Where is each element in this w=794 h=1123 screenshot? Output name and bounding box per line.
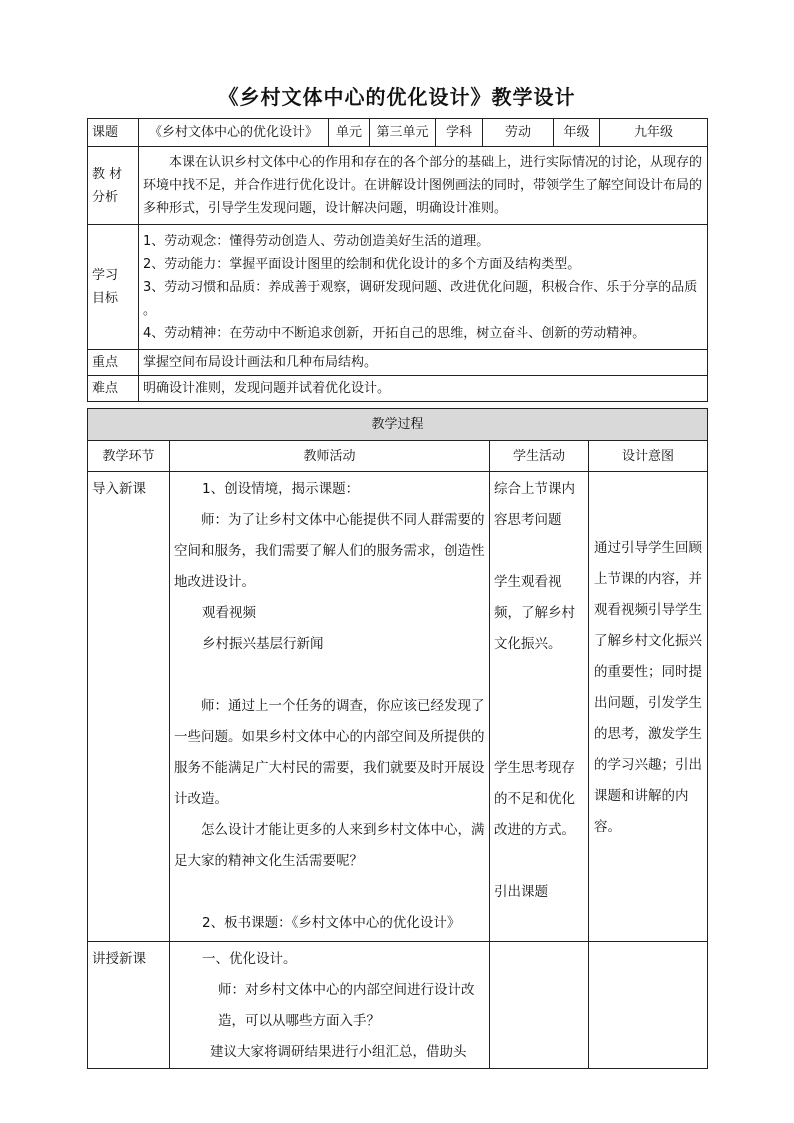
teacher-text: 1、创设情境，揭示课题： bbox=[202, 481, 360, 497]
material-text bbox=[139, 147, 708, 225]
spacer bbox=[494, 660, 585, 691]
page-title: 《乡村文体中心的优化设计》教学设计 bbox=[218, 85, 576, 109]
stage-intro: 导入新课 bbox=[88, 472, 170, 942]
difficulty-text: 明确设计准则，发现问题并试着优化设计。 bbox=[139, 376, 708, 402]
teacher-text: 建议大家将调研结果进行小组汇总，借助头 bbox=[210, 1044, 467, 1060]
student-activity-lecture bbox=[490, 942, 589, 1069]
unit-label: 单元 bbox=[329, 119, 370, 147]
teacher-text bbox=[174, 975, 485, 1037]
teacher-text: 怎么设计才能让更多的人来到乡村文体中心，满足大家的精神文化生活需要呢？ bbox=[174, 822, 485, 869]
process-section-title: 教学过程 bbox=[88, 409, 708, 441]
student-text: 学生思考现存的不足和优化改进的方式。 bbox=[494, 760, 575, 838]
goal-item: 1、劳动观念：懂得劳动创造人、劳动创造美好生活的道理。 bbox=[143, 233, 490, 249]
key-point-text: 掌握空间布局设计画法和几种布局结构。 bbox=[139, 350, 708, 376]
teaching-process-table bbox=[87, 408, 708, 1069]
difficulty-label: 难点 bbox=[88, 376, 139, 402]
material-paragraph: 本课在认识乡村文体中心的作用和存在的各个部分的基础上，进行实际情况的讨论，从现存的环境中找不足，并合作进行优化设计。在讲解设计图例画法的同时，带领学生了解空间设计布局的多种形式，引导学生发现问题，设计解决问题，明确设计准则。 bbox=[143, 155, 703, 216]
teacher-text-span: 师：对乡村文体中心的内部空间进行设计改造，可以从哪些方面入手？ bbox=[218, 982, 475, 1029]
material-label bbox=[88, 147, 139, 225]
difficulty-row bbox=[88, 376, 708, 402]
spacer bbox=[494, 691, 585, 722]
header-stage: 教学环节 bbox=[88, 441, 170, 472]
goal-item: 3、劳动习惯和品质：养成善于观察，调研发现问题、改进优化问题，积极合作、乐于分享的品质 。 bbox=[143, 279, 698, 318]
header-teacher: 教师活动 bbox=[170, 441, 490, 472]
topic-value: 《乡村文体中心的优化设计》 bbox=[139, 119, 329, 147]
student-text: 综合上节课内容思考问题 bbox=[494, 481, 575, 528]
goals-label-line1: 学习 bbox=[92, 268, 119, 283]
design-intent-lecture bbox=[589, 942, 708, 1069]
student-text: 引出课题 bbox=[494, 884, 548, 900]
lesson-info-table bbox=[87, 118, 708, 402]
student-activity-intro bbox=[490, 472, 589, 942]
teacher-text: 一、优化设计。 bbox=[202, 951, 297, 967]
process-section-row bbox=[88, 409, 708, 441]
teacher-text: 乡村振兴基层行新闻 bbox=[202, 636, 324, 652]
goals-row bbox=[88, 225, 708, 350]
header-student: 学生活动 bbox=[490, 441, 589, 472]
spacer bbox=[494, 536, 585, 567]
material-label-line1: 教 材 bbox=[92, 166, 123, 182]
unit-value: 第三单元 bbox=[370, 119, 436, 147]
subject-label: 学科 bbox=[436, 119, 483, 147]
spacer bbox=[494, 722, 585, 753]
topic-label: 课题 bbox=[88, 119, 139, 147]
goal-item: 2、劳动能力：掌握平面设计图里的绘制和优化设计的多个方面及结构类型。 bbox=[143, 256, 581, 272]
goal-item: 4、劳动精神：在劳动中不断追求创新，开拓自己的思维，树立奋斗、创新的劳动精神。 bbox=[143, 325, 646, 341]
process-header-row bbox=[88, 441, 708, 472]
grade-value: 九年级 bbox=[600, 119, 708, 147]
design-intent-intro: 通过引导学生回顾上节课的内容，并观看视频引导学生了解乡村文化振兴的重要性；同时提出问题，引发学生的思考，激发学生的学习兴趣；引出课题和讲解的内容。 bbox=[589, 472, 708, 942]
key-point-label: 重点 bbox=[88, 350, 139, 376]
teacher-text: 师：通过上一个任务的调查，你应该已经发现了一些问题。如果乡村文体中心的内部空间及所提供的服务不能满足广大村民的需要，我们就要及时开展设计改造。 bbox=[174, 698, 485, 807]
goals-label bbox=[88, 225, 139, 350]
process-row-lecture bbox=[88, 942, 708, 1069]
teacher-activity-lecture bbox=[170, 942, 490, 1069]
material-label-line2: 分析 bbox=[92, 189, 119, 205]
teacher-text: 2、板书课题：《乡村文体中心的优化设计》 bbox=[202, 915, 461, 931]
spacer bbox=[174, 660, 485, 691]
spacer bbox=[494, 846, 585, 877]
teacher-activity-intro bbox=[170, 472, 490, 942]
student-text: 学生观看视频，了解乡村文化振兴。 bbox=[494, 574, 575, 652]
process-row-intro bbox=[88, 472, 708, 942]
teacher-text: 师：为了让乡村文体中心能提供不同人群需要的空间和服务，我们需要了解人们的服务需求，创造性地改进设计。 bbox=[174, 512, 485, 590]
stage-lecture: 讲授新课 bbox=[88, 942, 170, 1069]
key-point-row bbox=[88, 350, 708, 376]
subject-value: 劳动 bbox=[483, 119, 554, 147]
goals-label-line2: 目标 bbox=[92, 291, 119, 306]
header-intent: 设计意图 bbox=[589, 441, 708, 472]
spacer bbox=[174, 877, 485, 908]
goals-list bbox=[139, 225, 708, 350]
grade-label: 年级 bbox=[554, 119, 600, 147]
topic-row bbox=[88, 119, 708, 147]
material-row bbox=[88, 147, 708, 225]
teacher-text: 观看视频 bbox=[202, 605, 256, 621]
